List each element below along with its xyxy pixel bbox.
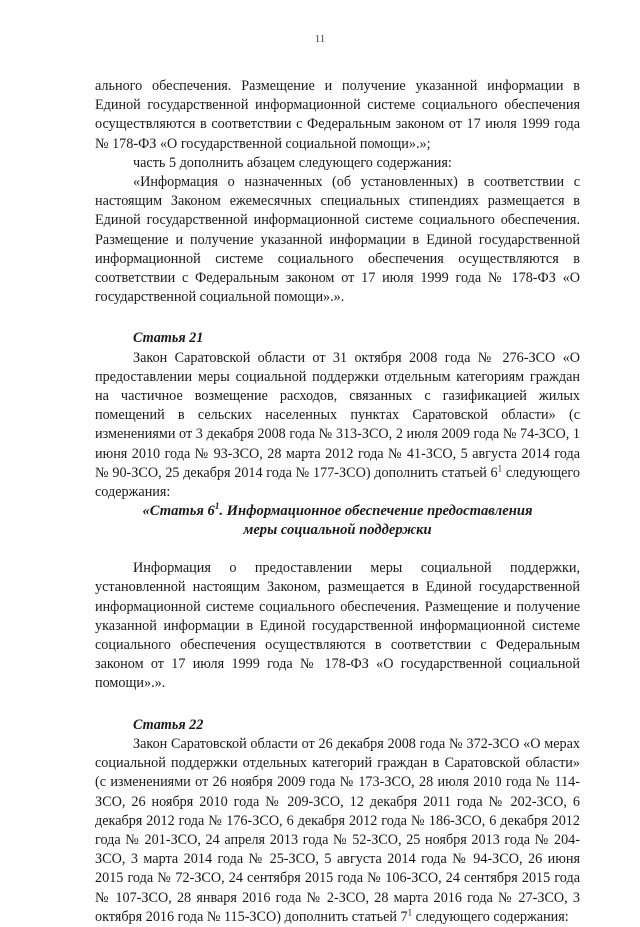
article-22-title: Статья 22	[133, 716, 204, 733]
paragraph-part5-instruction: часть 5 дополнить абзацем следующего содержания:	[133, 154, 452, 171]
heading-prefix: «Статья 6	[142, 503, 215, 520]
page-content	[95, 77, 580, 927]
heading-line2: меры социальной поддержки	[243, 522, 432, 539]
article-22-text	[95, 735, 580, 927]
article-6-1-body: Информация о предоставлении меры социальной поддержки, установленной настоящим Законом, размещается в Единой государственной информационной системе социального обеспечения. Размещение и получение указанной информации в Единой государственной информационной системе социального обеспечения осуществляются в соответствии с Федеральным законом от 17 июля 1999 года № 178-ФЗ «О государственной социальной помощи».».	[95, 560, 580, 692]
article-22-text-main: Закон Саратовской области от 26 декабря 2008 года № 372-ЗСО «О мерах социальной поддержки отдельных категорий граждан в Саратовской области» (с изменениями от 26 ноября 2009 года № 173-ЗСО, 28 июля 2010 года № 114-ЗСО, 26 ноября 2010 года № 209-ЗСО, 12 декабря 2011 года № 202-ЗСО, 6 декабря 2012 года № 176-ЗСО, 6 декабря 2012 года № 186-ЗСО, 6 декабря 2012 года № 201-ЗСО, 24 апреля 2013 года № 52-ЗСО, 25 ноября 2013 года № 204-ЗСО, 3 марта 2014 года № 25-ЗСО, 5 августа 2014 года № 94-ЗСО, 26 июня 2015 года № 72-ЗСО, 24 сентября 2015 года № 106-ЗСО, 24 сентября 2015 года № 107-ЗСО, 28 января 2016 года № 2-ЗСО, 28 марта 2016 года № 27-ЗСО, 3 октября 2016 года № 115-ЗСО) дополнить статьей 7	[95, 735, 580, 925]
heading-sup: 1	[214, 501, 220, 512]
article-22-text-end: следующего содержания:	[412, 908, 569, 925]
article-21-sup: 1	[497, 463, 503, 474]
article-21-title: Статья 21	[133, 330, 204, 347]
article-21-text	[95, 349, 580, 503]
article-21-text-main: Закон Саратовской области от 31 октября 2008 года № 276-ЗСО «О предоставлении меры социальной поддержки отдельным категориям граждан на частичное возмещение расходов, связанных с газификацией жилых помещений в сельских населенных пунктах Саратовской области» (с изменениями от 3 декабря 2008 года № 313-ЗСО, 2 июля 2009 года № 74-ЗСО, 1 июня 2010 года № 93-ЗСО, 28 марта 2012 года № 41-ЗСО, 5 августа 2014 года № 90-ЗСО, 25 декабря 2014 года № 177-ЗСО) дополнить статьей 6	[95, 349, 580, 481]
page-number: 11	[314, 33, 326, 45]
heading-rest: . Информационное обеспечение предоставления	[219, 503, 533, 520]
article-22-sup: 1	[407, 906, 413, 917]
article-6-1-heading	[95, 502, 580, 540]
paragraph-continuation: ального обеспечения. Размещение и получение указанной информации в Единой государственной информационной системе социального обеспечения осуществляются в соответствии с Федеральным законом от 17 июля 1999 года № 178-ФЗ «О государственной социальной помощи».»;	[95, 78, 580, 152]
article-21-text-end: следующего содержания:	[95, 464, 580, 501]
paragraph-stipend-info: «Информация о назначенных (об установленных) в соответствии с настоящим Законом ежемесячных специальных стипендиях размещается в Единой государственной информационной системе социального обеспечения. Размещение и получение указанной информации в Единой государственной информационной системе социального обеспечения осуществляются в соответствии с Федеральным законом от 17 июля 1999 года № 178-ФЗ «О государственной социальной помощи».».	[95, 174, 580, 306]
